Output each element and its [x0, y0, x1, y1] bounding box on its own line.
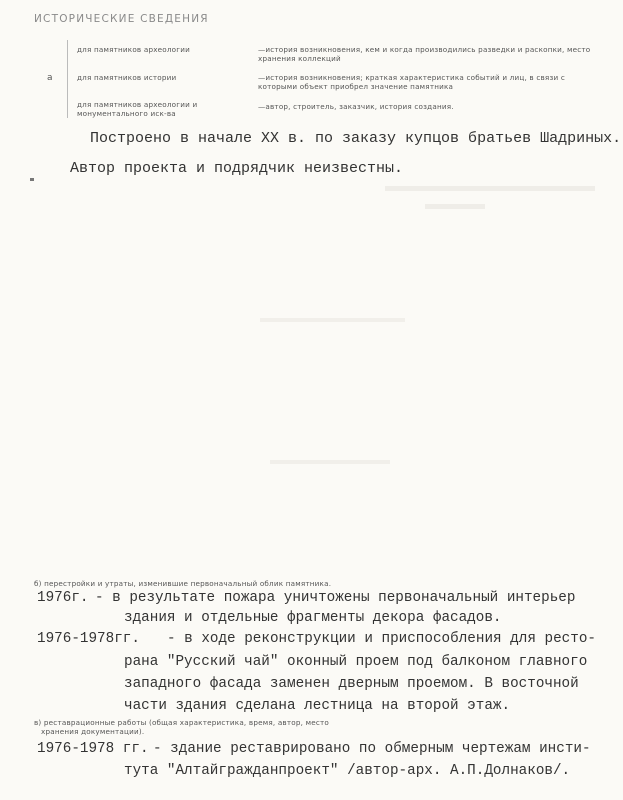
restoration-section-label-1: в) реставрационные работы (общая характеристика, время, автор, место — [34, 718, 329, 727]
rebuild-entry-2-line-4: части здания сделана лестница на второй этаж. — [124, 698, 511, 714]
side-mark: а — [47, 73, 53, 83]
ink-dot — [30, 178, 34, 181]
rebuild-entry-2-line-1: - в ходе реконструкции и приспособления для ресто- — [167, 631, 596, 647]
rebuild-entry-1-year: 1976г. — [37, 590, 89, 606]
history-line-2: Автор проекта и подрядчик неизвестны. — [70, 160, 404, 177]
form-row-history-desc: —история возникновения; краткая характеристика событий и лиц, в связи с которыми объект приобрел значение памятника — [258, 73, 565, 91]
bleed-through-mark — [425, 204, 485, 209]
section-heading: ИСТОРИЧЕСКИЕ СВЕДЕНИЯ — [34, 13, 209, 25]
form-bracket — [67, 40, 68, 118]
history-line-1: Построено в начале XX в. по заказу купцов братьев Шадриных. — [90, 130, 622, 147]
bleed-through-mark — [270, 460, 390, 464]
bleed-through-mark — [260, 318, 405, 322]
form-row-archaeology-label: для памятников археологии — [77, 45, 190, 54]
bleed-through-mark — [385, 186, 595, 191]
restoration-entry-year: 1976-1978 гг. — [37, 741, 149, 757]
restoration-section-label-2: хранения документации). — [41, 727, 145, 736]
rebuild-entry-1-line-1: - в результате пожара уничтожены первоначальный интерьер — [95, 590, 576, 606]
form-row-archaeology-desc: —история возникновения, кем и когда производились разведки и раскопки, место хранения коллекций — [258, 45, 591, 63]
form-row-monument-desc: —автор, строитель, заказчик, история создания. — [258, 102, 454, 111]
form-row-history-label: для памятников истории — [77, 73, 177, 82]
form-row-monument-label: для памятников археологии и монументального иск-ва — [77, 100, 198, 118]
restoration-entry-line-1: - здание реставрировано по обмерным чертежам инсти- — [153, 741, 591, 757]
rebuild-section-label: б) перестройки и утраты, изменившие первоначальный облик памятника. — [34, 579, 332, 588]
rebuild-entry-2-line-3: западного фасада заменен дверным проемом. В восточной — [124, 676, 579, 692]
restoration-entry-line-2: тута "Алтайгражданпроект" /автор-арх. А.П.Долнаков/. — [124, 763, 571, 779]
rebuild-entry-1-line-2: здания и отдельные фрагменты декора фасадов. — [124, 610, 502, 626]
rebuild-entry-2-line-2: рана "Русский чай" оконный проем под балконом главного — [124, 654, 588, 670]
rebuild-entry-2-year: 1976-1978гг. — [37, 631, 140, 647]
